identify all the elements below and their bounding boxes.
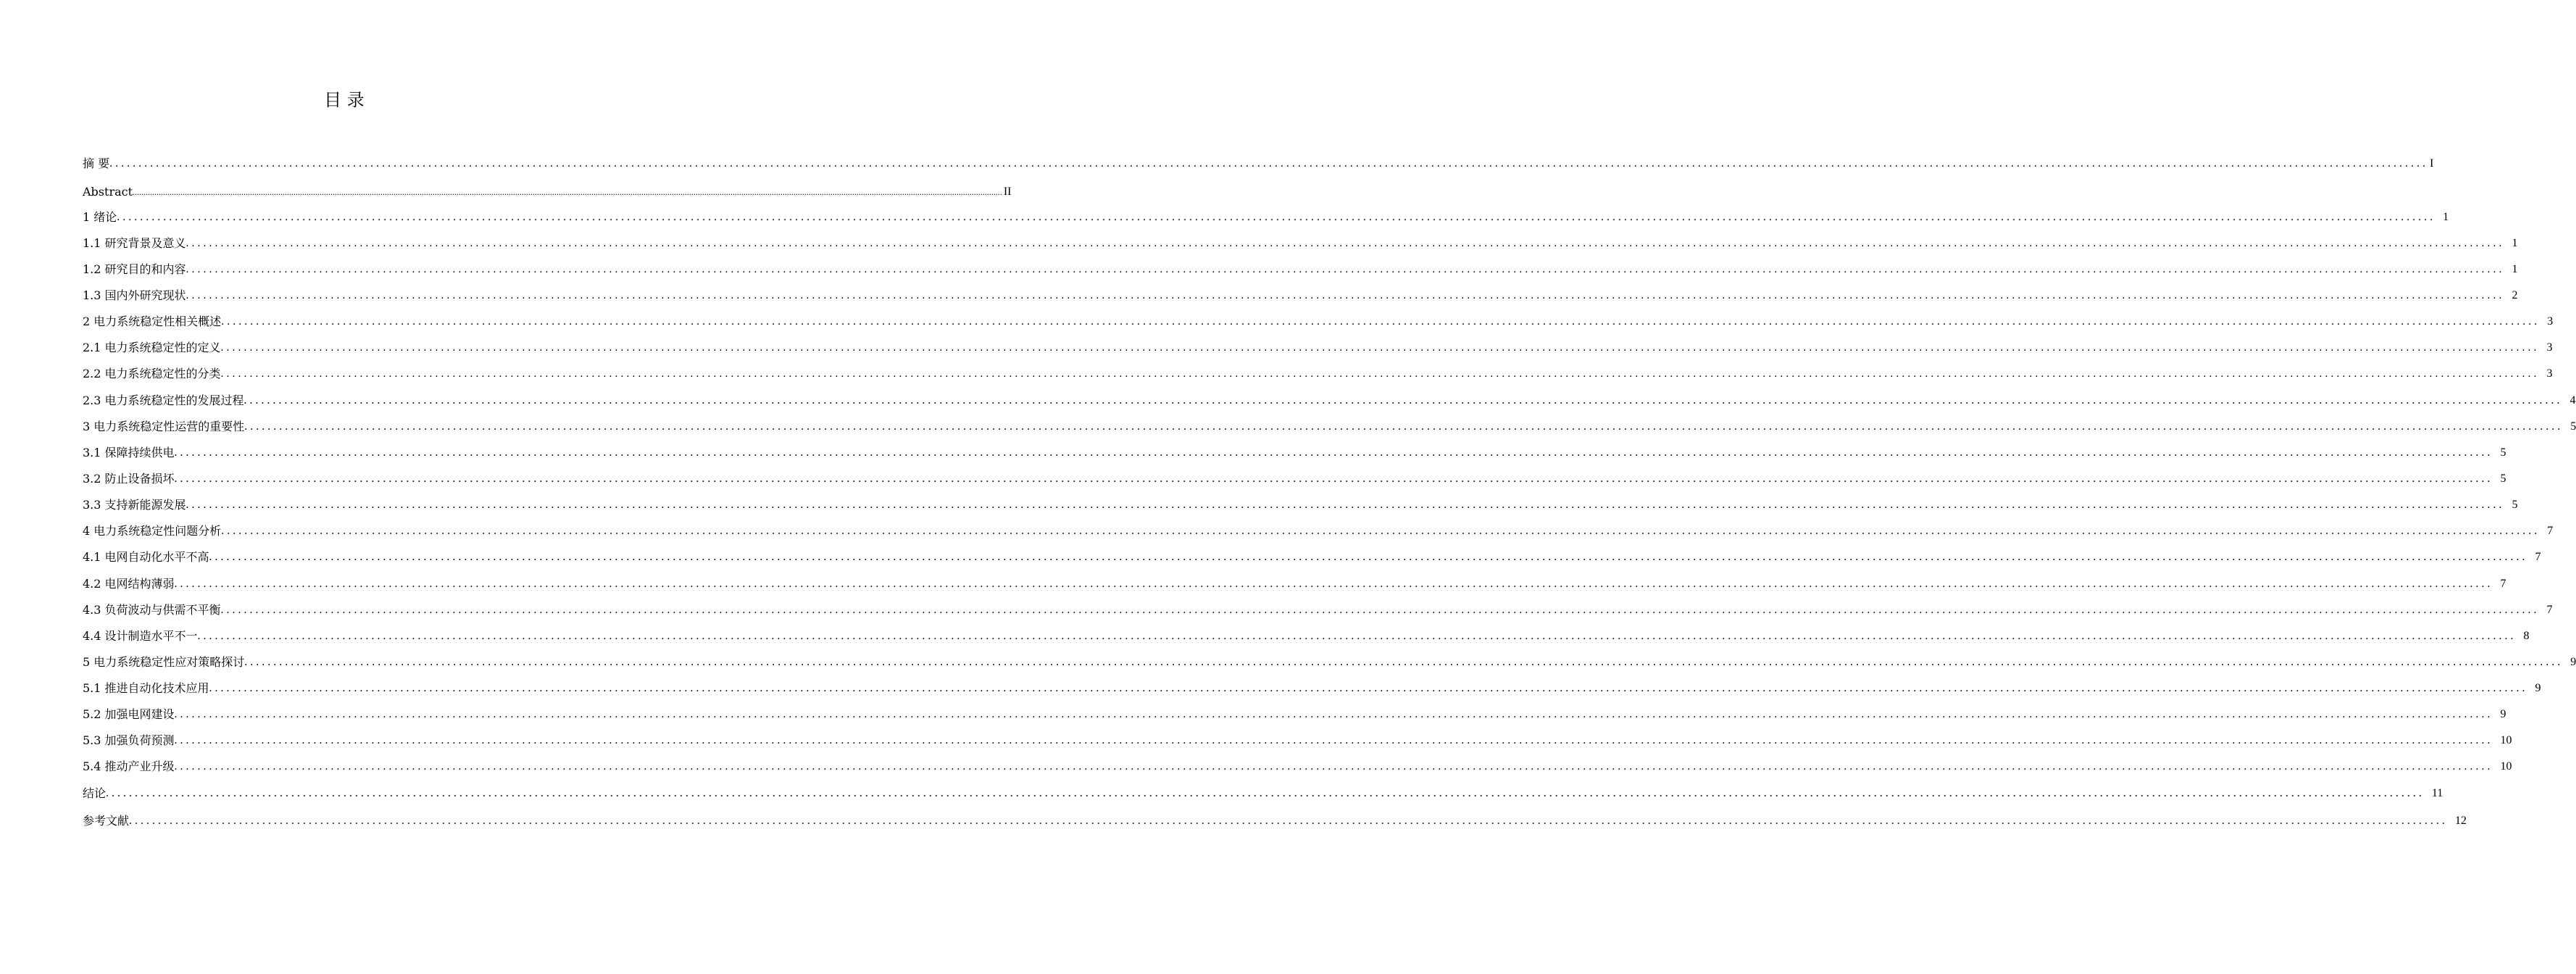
toc-entry[interactable]	[83, 680, 2541, 697]
toc-entry-page: 7	[2547, 525, 2554, 537]
toc-entry-page: 9	[2500, 708, 2506, 720]
toc-leader-dots: ................................................................................................................................................................................................................................................................................................................................................................................................................	[186, 237, 2505, 249]
toc-entry[interactable]	[83, 785, 2443, 802]
toc-leader-dots: ................................................................................................................................................................................................................................................................................................................................................................................................................	[220, 341, 2540, 354]
toc-leader-dots: ................................................................................................................................................................................................................................................................................................................................................................................................................	[244, 420, 2564, 433]
toc-entry-page: 10	[2500, 734, 2512, 746]
toc-entry-page: 1	[2512, 263, 2518, 275]
toc-entry-page: 12	[2455, 815, 2467, 827]
toc-entry-page: 5	[2500, 473, 2506, 485]
toc-entry[interactable]	[83, 209, 2449, 226]
toc-entry[interactable]	[83, 523, 2554, 540]
page-title: 目 录	[324, 90, 364, 110]
toc-entry[interactable]	[83, 575, 2506, 593]
toc-entry-label: 1 绪论	[83, 210, 117, 224]
toc-leader-dots: ................................................................................................................................................................................................................................................................................................................................................................................................................	[109, 157, 2429, 170]
toc-entry[interactable]	[83, 602, 2553, 619]
toc-entry-page: 4	[2569, 394, 2576, 407]
toc-entry-page: 8	[2523, 630, 2530, 642]
toc-entry-label: 2 电力系统稳定性相关概述	[83, 315, 222, 328]
toc-leader-dots: ................................................................................................................................................................................................................................................................................................................................................................................................................	[117, 211, 2436, 223]
toc-leader-dots: ................................................................................................................................................................................................................................................................................................................................................................................................................	[244, 656, 2564, 668]
toc-leader-dots: ................................................................................................................................................................................................................................................................................................................................................................................................................	[174, 578, 2493, 590]
toc-leader-dots: ................................................................................................................................................................................................................................................................................................................................................................................................................	[129, 815, 2448, 827]
toc-entry-page: 7	[2500, 578, 2506, 590]
toc-entry-page: 5	[2512, 499, 2518, 511]
toc-entry-page: 5	[2570, 420, 2576, 433]
toc-entry-label: 参考文献	[83, 814, 130, 828]
toc-entry-label: 1.2 研究目的和内容	[83, 262, 186, 276]
toc-entry-label: 2.1 电力系统稳定性的定义	[83, 341, 221, 354]
toc-entry-page: 2	[2512, 289, 2518, 301]
toc-entry-label: 5.1 推进自动化技术应用	[83, 681, 209, 695]
toc-leader-dots: ................................................................................................................................................................................................................................................................................................................................................................................................................	[220, 367, 2540, 380]
toc-entry-page: 1	[2512, 237, 2518, 249]
toc-entry-page: 7	[2535, 551, 2541, 563]
toc-leader-dots: ................................................................................................................................................................................................................................................................................................................................................................................................................	[174, 473, 2493, 485]
toc-entry-label: 结论	[83, 786, 107, 800]
toc-entry-page: I	[2430, 157, 2434, 170]
toc-entry-label: 4 电力系统稳定性问题分析	[83, 524, 222, 538]
toc-entry-page: 5	[2500, 446, 2506, 459]
toc-entry-page: 3	[2547, 315, 2554, 328]
toc-entry[interactable]	[83, 812, 2467, 830]
toc-entry[interactable]	[83, 392, 2576, 409]
toc-entry[interactable]	[83, 339, 2553, 357]
toc-entry[interactable]	[83, 235, 2518, 252]
toc-leader-dots: ................................................................................................................................................................................................................................................................................................................................................................................................................	[174, 760, 2493, 773]
toc-entry[interactable]	[83, 496, 2518, 514]
toc-entry[interactable]	[83, 155, 2434, 172]
toc-entry-label: 2.3 电力系统稳定性的发展过程	[83, 394, 244, 407]
toc-leader-dots: ................................................................................................................................................................................................................................................................................................................................................................................................................	[106, 787, 2425, 799]
toc-entry-label: 3.2 防止设备损坏	[83, 472, 175, 486]
toc-leader-dots: ................................................................................................................................................................................................................................................................................................................................................................................................................	[186, 263, 2505, 275]
toc-leader-dots: ................................................................................................................................................................................................................................................................................................................................................................................................................	[221, 525, 2540, 537]
toc-entry[interactable]	[83, 549, 2541, 566]
toc-entry-page: 3	[2546, 367, 2553, 380]
toc-leader-dots: ................................................................................................................................................................................................................................................................................................................................................................................................................	[174, 708, 2493, 720]
toc-entry-label: 3.1 保障持续供电	[83, 446, 175, 459]
toc-leader-dots: ................................................................................................................................................................................................................................................................................................................................................................................................................	[186, 289, 2505, 301]
toc-entry[interactable]	[83, 706, 2506, 723]
toc-entry-page: 7	[2546, 604, 2553, 616]
toc-entry[interactable]	[83, 418, 2576, 436]
toc-leader-dots: ................................................................................................................................................................................................................................................................................................................................................................................................................	[243, 394, 2563, 407]
toc-entry[interactable]	[83, 444, 2506, 462]
toc-entry[interactable]	[83, 261, 2518, 278]
toc-entry-label: 4.3 负荷波动与供需不平衡	[83, 603, 221, 617]
toc-entry-page: 11	[2432, 787, 2443, 799]
toc-entry-label: 1.3 国内外研究现状	[83, 288, 186, 302]
toc-entry-label: 2.2 电力系统稳定性的分类	[83, 367, 221, 380]
toc-leader-dots: ................................................................................................................................................................................................................................................................................................................................................................................................................	[174, 446, 2493, 459]
toc-entry[interactable]	[83, 287, 2518, 304]
toc-entry-page: 1	[2443, 211, 2449, 223]
toc-entry[interactable]	[83, 654, 2576, 671]
toc-entry-label: 5.2 加强电网建设	[83, 707, 175, 721]
toc-entry-label: 1.1 研究背景及意义	[83, 236, 186, 250]
toc-entry-label: 3.3 支持新能源发展	[83, 498, 186, 512]
toc-entry-label: 5.4 推动产业升级	[83, 759, 175, 773]
toc-entry[interactable]	[83, 732, 2512, 749]
toc-entry-page: 3	[2546, 341, 2553, 354]
toc-entry-label: 5 电力系统稳定性应对策略探讨	[83, 655, 245, 669]
toc-leader-dots: ................................................................................................................................................................................................................................................................................................................................................................................................................	[133, 187, 1003, 197]
toc-entry[interactable]	[83, 183, 1012, 201]
toc-leader-dots: ................................................................................................................................................................................................................................................................................................................................................................................................................	[209, 682, 2528, 694]
toc-leader-dots: ................................................................................................................................................................................................................................................................................................................................................................................................................	[174, 734, 2493, 746]
toc-leader-dots: ................................................................................................................................................................................................................................................................................................................................................................................................................	[197, 630, 2517, 642]
toc-entry[interactable]	[83, 313, 2554, 330]
toc-leader-dots: ................................................................................................................................................................................................................................................................................................................................................................................................................	[221, 315, 2540, 328]
toc-entry-page: 9	[2570, 656, 2576, 668]
toc-entry-label: Abstract	[83, 185, 133, 199]
toc-entry-page: 10	[2500, 760, 2512, 773]
toc-entry-label: 5.3 加强负荷预测	[83, 733, 175, 747]
toc-entry-page: 9	[2535, 682, 2541, 694]
toc-entry[interactable]	[83, 758, 2512, 775]
toc-entry-label: 3 电力系统稳定性运营的重要性	[83, 420, 245, 433]
toc-entry-label: 4.1 电网自动化水平不高	[83, 550, 209, 564]
toc-entry-label: 摘 要	[83, 157, 110, 170]
toc-entry[interactable]	[83, 365, 2553, 383]
toc-entry[interactable]	[83, 470, 2506, 488]
toc-entry[interactable]	[83, 628, 2530, 645]
toc-leader-dots: ................................................................................................................................................................................................................................................................................................................................................................................................................	[220, 604, 2540, 616]
toc-leader-dots: ................................................................................................................................................................................................................................................................................................................................................................................................................	[186, 499, 2505, 511]
toc-entry-label: 4.2 电网结构薄弱	[83, 577, 175, 591]
toc-leader-dots: ................................................................................................................................................................................................................................................................................................................................................................................................................	[209, 551, 2528, 563]
toc-entry-label: 4.4 设计制造水平不一	[83, 629, 198, 643]
toc-entry-page: II	[1004, 186, 1012, 198]
